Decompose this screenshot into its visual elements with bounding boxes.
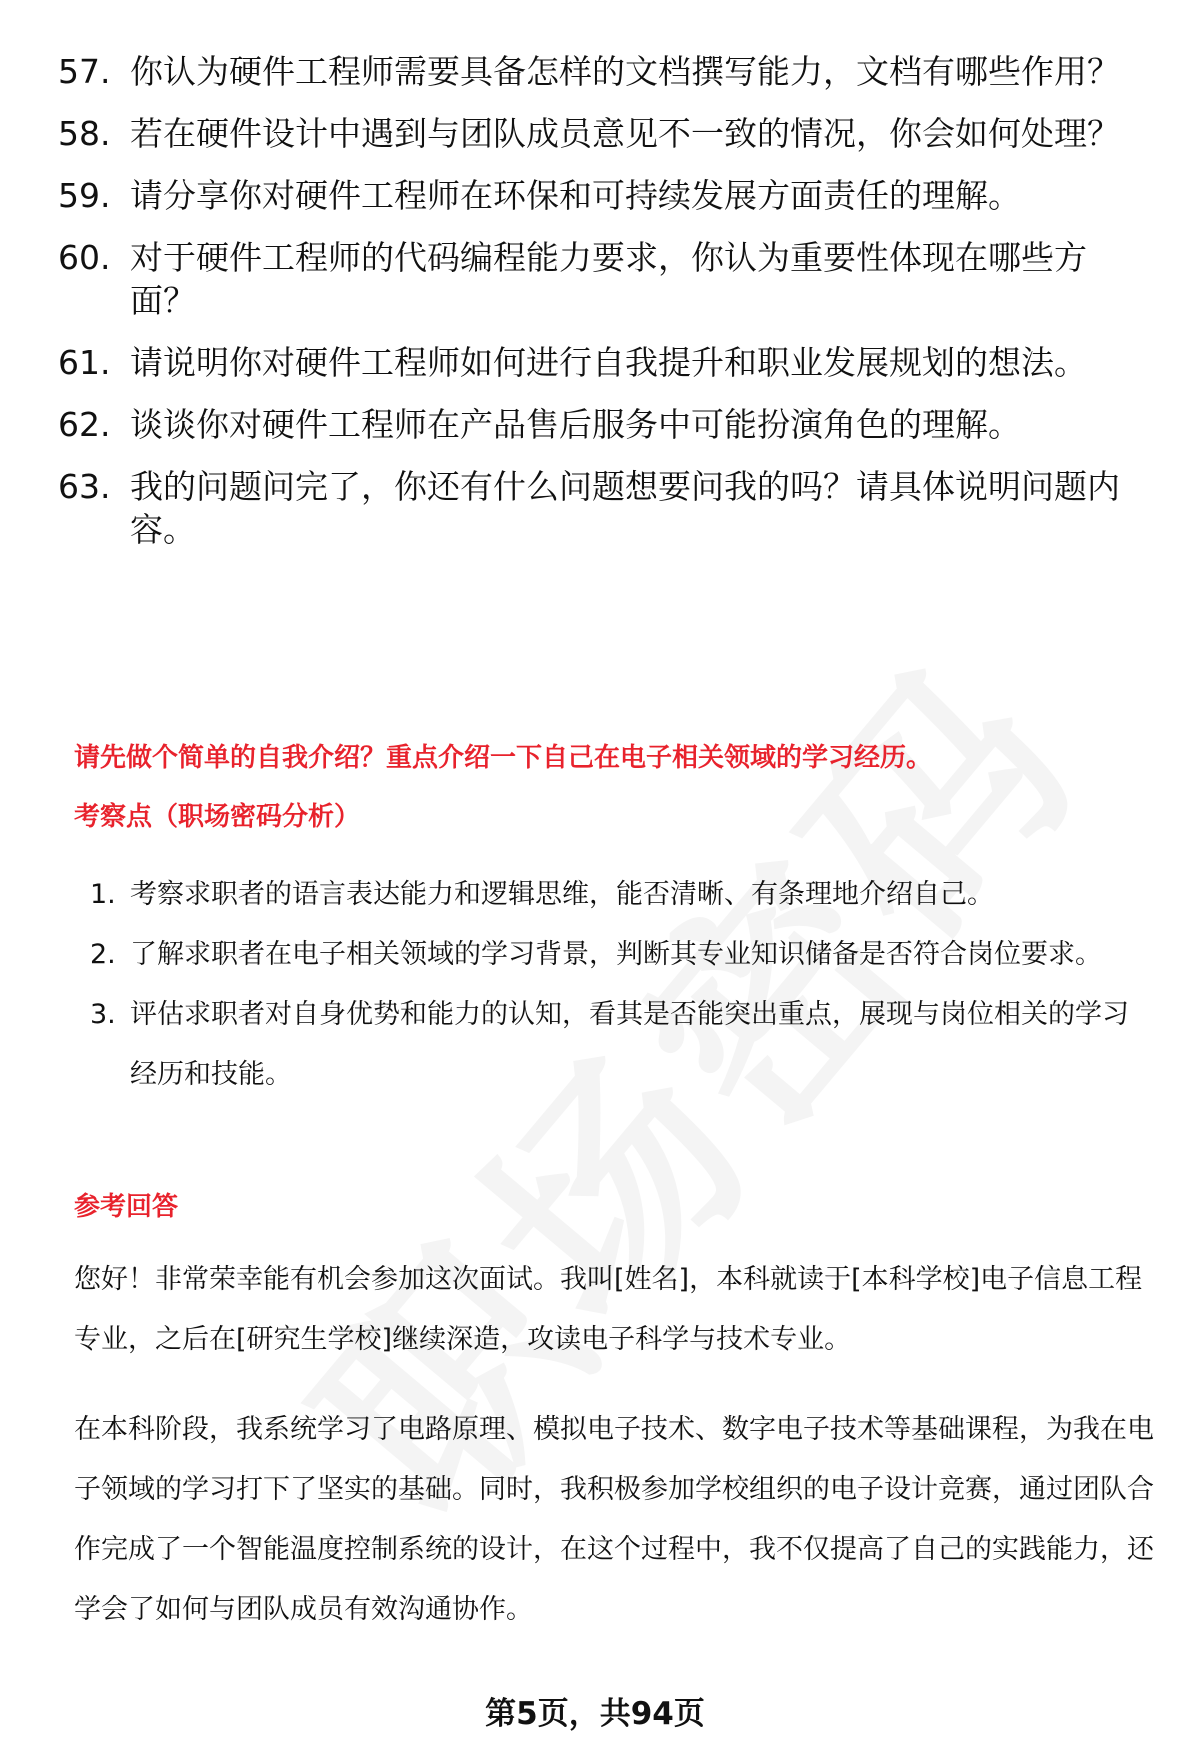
question-text: 若在硬件设计中遇到与团队成员意见不一致的情况，你会如何处理？ <box>130 114 1120 153</box>
question-number: 57. <box>58 52 111 91</box>
answer-heading: 参考回答 <box>74 1192 179 1222</box>
question-item <box>58 236 1148 322</box>
question-text: 请说明你对硬件工程师如何进行自我提升和职业发展规划的想法。 <box>130 343 1087 382</box>
interview-question-title: 请先做个简单的自我介绍？重点介绍一下自己在电子相关领域的学习经历。 <box>74 743 933 773</box>
question-text: 对于硬件工程师的代码编程能力要求，你认为重要性体现在哪些方面？ <box>130 238 1087 320</box>
focus-point-text: 了解求职者在电子相关领域的学习背景，判断其专业知识储备是否符合岗位要求。 <box>130 939 1102 970</box>
question-number: 60. <box>58 238 111 277</box>
question-number: 59. <box>58 176 111 215</box>
answer-paragraph: 在本科阶段，我系统学习了电路原理、模拟电子技术、数字电子技术等基础课程，为我在电子领域的学习打下了坚实的基础。同时，我积极参加学校组织的电子设计竞赛，通过团队合作完成了一个智能温度控制系统的设计，在这个过程中，我不仅提高了自己的实践能力，还学会了如何与团队成员有效沟通协作。 <box>74 1414 1154 1625</box>
question-item <box>58 403 1148 446</box>
focus-point <box>90 925 1150 985</box>
focus-point-number: 2. <box>90 939 116 970</box>
focus-point <box>90 865 1150 925</box>
question-number: 63. <box>58 467 111 506</box>
focus-point-list <box>90 865 1150 1105</box>
question-item <box>58 112 1148 155</box>
focus-point-text: 考察求职者的语言表达能力和逻辑思维，能否清晰、有条理地介绍自己。 <box>130 879 994 910</box>
question-text: 我的问题问完了，你还有什么问题想要问我的吗？请具体说明问题内容。 <box>130 467 1120 549</box>
question-item <box>58 50 1148 93</box>
question-text: 谈谈你对硬件工程师在产品售后服务中可能扮演角色的理解。 <box>130 405 1021 444</box>
question-item <box>58 174 1148 217</box>
focus-point-number: 3. <box>90 999 116 1030</box>
page-number: 第5页，共94页 <box>485 1696 705 1732</box>
question-text: 你认为硬件工程师需要具备怎样的文档撰写能力，文档有哪些作用？ <box>130 52 1120 91</box>
question-text: 请分享你对硬件工程师在环保和可持续发展方面责任的理解。 <box>130 176 1021 215</box>
question-item <box>58 341 1148 384</box>
question-list <box>58 50 1148 570</box>
focus-heading: 考察点（职场密码分析） <box>74 802 361 832</box>
question-number: 61. <box>58 343 111 382</box>
focus-point <box>90 985 1150 1105</box>
question-number: 62. <box>58 405 111 444</box>
question-number: 58. <box>58 114 111 153</box>
answer-paragraph: 您好！非常荣幸能有机会参加这次面试。我叫[姓名]，本科就读于[本科学校]电子信息工程专业，之后在[研究生学校]继续深造，攻读电子科学与技术专业。 <box>74 1264 1143 1355</box>
focus-point-text: 评估求职者对自身优势和能力的认知，看其是否能突出重点，展现与岗位相关的学习经历和技能。 <box>130 999 1129 1090</box>
question-item <box>58 465 1148 551</box>
focus-point-number: 1. <box>90 879 116 910</box>
